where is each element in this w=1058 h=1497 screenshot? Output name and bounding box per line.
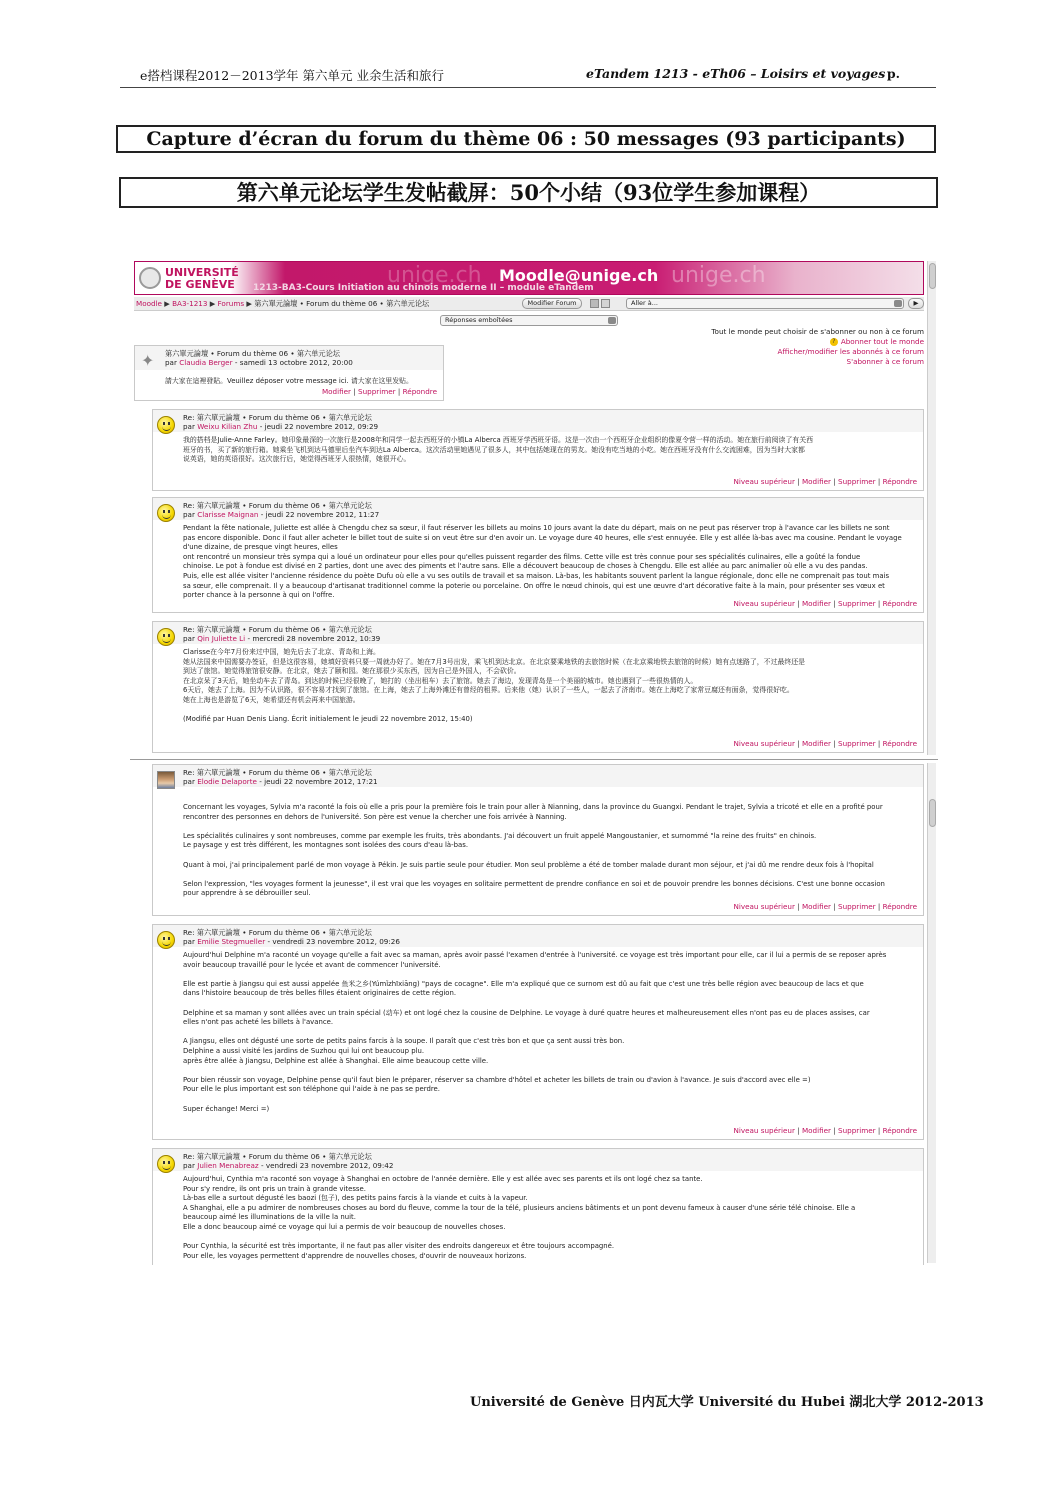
title-french: Capture d’écran du forum du thème 06 : 50 messages (93 participants) bbox=[116, 125, 936, 153]
post-body: 請大家在這裡發貼。Veuillez déposer votre message ici. 请大家在这里发贴。 bbox=[165, 377, 413, 385]
post-body: Aujourd'hui, Cynthia m'a raconté son voyage à Shanghai en octobre de l'année dernière. Elle y est allée avec ses parents et ils ont logé chez sa tante. Pour s'y rendre, ils ont pris un train à grande vitesse. Là-bas elle a surtout dégusté les baozi (包子), des petits pains farcis à la viande et cuits à la vapeur. A Shanghai, elle a pu admirer de nombreuses choses au bord du fleuve, comme la tour de la télé, plusieurs anciens bâtiments et un pont devenu fameux à causer d'une série télé chinoise. Elle a beaucoup aimé les illuminations de la ville la nuit. Elle a donc beaucoup aimé ce voyage qui lui a permis de voir beaucoup de nouvelles choses. Pour Cynthia, la sécurité est très importante, il ne faut pas aller visiter des endroits dangereux et être toujours accompagné. Pour elle, les voyages permettent d'apprendre de nouvelles choses, d'ouvrir de nouveaux horizons. bbox=[183, 1175, 856, 1260]
byline-prefix: par bbox=[183, 422, 195, 431]
post-author-link[interactable]: Claudia Berger bbox=[179, 358, 233, 367]
post-subject: Re: 第六單元論壇 • Forum du thème 06 • 第六单元论坛 bbox=[183, 413, 372, 422]
post-author-link[interactable]: Emilie Stegmueller bbox=[197, 937, 266, 946]
post-author-link[interactable]: Clarisse Maignan bbox=[197, 510, 259, 519]
post-subject: 第六單元論壇 • Forum du thème 06 • 第六单元论坛 bbox=[165, 349, 340, 358]
smiley-avatar-icon bbox=[157, 504, 175, 522]
user-photo-avatar bbox=[157, 771, 175, 789]
subscription-note: Tout le monde peut choisir de s'abonner ou non à ce forum bbox=[711, 327, 924, 336]
edit-link[interactable]: Modifier bbox=[801, 739, 831, 748]
byline-prefix: par bbox=[183, 510, 195, 519]
smiley-avatar-icon bbox=[157, 931, 175, 949]
forum-post bbox=[152, 409, 924, 491]
post-actions: Niveau supérieur | Modifier | Supprimer | Répondre bbox=[733, 739, 917, 748]
post-byline bbox=[183, 634, 380, 643]
forum-post bbox=[152, 924, 924, 1140]
university-seal-icon bbox=[139, 267, 161, 289]
reply-link[interactable]: Répondre bbox=[402, 387, 437, 396]
jump-to-select[interactable] bbox=[626, 298, 904, 309]
univ-line-2: DE GENÈVE bbox=[165, 278, 235, 291]
post-date: - vendredi 23 novembre 2012, 09:26 bbox=[265, 937, 400, 946]
smiley-avatar-icon bbox=[157, 628, 175, 646]
smiley-avatar-icon bbox=[157, 1155, 175, 1173]
byline-prefix: par bbox=[183, 777, 195, 786]
post-subject: Re: 第六單元論壇 • Forum du thème 06 • 第六单元论坛 bbox=[183, 1152, 372, 1161]
post-date: - jeudi 22 novembre 2012, 09:29 bbox=[257, 422, 379, 431]
header-course-zh: e搭档课程2012－2013学年 第六单元 业余生活和旅行 bbox=[140, 68, 444, 83]
forum-post bbox=[152, 764, 924, 916]
chevron-down-icon bbox=[608, 317, 616, 324]
parent-link[interactable]: Niveau supérieur bbox=[733, 739, 795, 748]
screenshot-splice-line bbox=[130, 759, 938, 761]
breadcrumb-separator-icon: ▶ bbox=[164, 299, 170, 308]
post-author-link[interactable]: Julien Menabreaz bbox=[197, 1161, 259, 1170]
display-mode-select[interactable] bbox=[440, 315, 618, 326]
reply-link[interactable]: Répondre bbox=[882, 1126, 917, 1135]
breadcrumb-separator-icon: ▶ bbox=[246, 299, 252, 308]
post-subject: Re: 第六單元論壇 • Forum du thème 06 • 第六单元论坛 bbox=[183, 501, 372, 510]
jump-to-select-value: Aller à... bbox=[631, 299, 658, 307]
univ-line-1: UNIVERSITÉ bbox=[165, 266, 239, 279]
post-date: - jeudi 22 novembre 2012, 11:27 bbox=[258, 510, 380, 519]
edit-link[interactable]: Modifier bbox=[801, 477, 831, 486]
lock-icon bbox=[601, 299, 610, 308]
dragonfly-avatar-icon bbox=[139, 352, 157, 370]
breadcrumb bbox=[136, 299, 429, 309]
post-body: Clarisse在今年7月份来过中国，她先后去了北京、青岛和上海。 她从法国来中国需要办签证，但是这很容易，她填好资料只要一周就办好了。她在7月3号出发，乘飞机到达北京。在北京要乘地铁的去旅馆时候（在北京乘地铁去旅馆的时候）她有点迷路了，不过最终还是 到达了旅馆。她觉得旅馆很安静。在北京，她去了颐和园。她在那很少买东西，因为自己是外国人，不会砍价。 在北京呆了3天后，她坐动车去了青岛。到达的时候已经很晚了，她打的（坐出租车）去了旅馆。她去了海边，发现青岛是一个美丽的城市。她也遇到了一些很热情的人。 6天后，她去了上海。因为不认识路，很不容易才找到了旅馆。在上海，她去了上海外滩还有曾经的租界。后来他（她）认识了一些人，一起去了济南市。她在上海吃了家常豆腐还有面条，觉得很好吃。 她在上海也是游览了6天，她希望还有机会再来中国旅游。 (Modifié par Huan Denis Liang. Écrit initialement le jeudi 22 novembre 2012, 15:40) bbox=[183, 648, 806, 724]
edit-link[interactable]: Modifier bbox=[801, 599, 831, 608]
show-subscribers-link[interactable]: Afficher/modifier les abonnés à ce forum bbox=[777, 347, 924, 356]
modify-forum-button[interactable]: Modifier Forum bbox=[522, 298, 582, 309]
delete-link[interactable]: Supprimer bbox=[838, 902, 876, 911]
chevron-down-icon bbox=[894, 300, 902, 307]
parent-link[interactable]: Niveau supérieur bbox=[733, 902, 795, 911]
post-actions: Modifier | Supprimer | Répondre bbox=[321, 387, 437, 396]
reply-link[interactable]: Répondre bbox=[882, 739, 917, 748]
breadcrumb-course[interactable]: BA3-1213 bbox=[172, 299, 208, 308]
header-page-label: p. bbox=[886, 66, 900, 81]
site-name: Moodle@unige.ch bbox=[499, 266, 659, 285]
scrollbar-lower[interactable] bbox=[927, 763, 936, 1263]
post-byline bbox=[183, 510, 379, 519]
reply-link[interactable]: Répondre bbox=[882, 477, 917, 486]
post-actions: Niveau supérieur | Modifier | Supprimer | Répondre bbox=[733, 477, 917, 486]
parent-link[interactable]: Niveau supérieur bbox=[733, 1126, 795, 1135]
post-date: - jeudi 22 novembre 2012, 17:21 bbox=[256, 777, 378, 786]
forum-screenshot bbox=[130, 257, 938, 1265]
page-header bbox=[120, 62, 936, 88]
breadcrumb-current: 第六單元論壇 • Forum du thème 06 • 第六单元论坛 bbox=[254, 299, 430, 308]
post-body: 我的搭档是Julie-Anne Farley。她印象最深的一次旅行是2008年和同学一起去西班牙的小镇La Alberca 西班牙学西班牙语。这是一次由一个西班牙企业组织的像夏令营一样的活动。她在旅行前阅读了有关西 班牙的书，买了新的旅行箱。她乘坐飞机到达马德里后坐汽车到达La Alberca。这次活动里她遇见了很多人，其中包括她现在的男友。她没有吃当地的小吃。她在西班牙没有什么交流困难，因为当时大家都 说英语，她的英语很好。这次旅行后，她觉得西班牙人很热情，她很开心。 bbox=[183, 436, 813, 464]
display-mode-value: Réponses emboîtées bbox=[445, 316, 513, 324]
post-body: Aujourd'hui Delphine m'a raconté un voyage qu'elle a fait avec sa maman, après avoir passé l'examen d'entrée à l'université. ce voyage est très important pour elle, car il lui a permis de se reposer après avoir beaucoup travaillé pour le lycée et avant de commencer l'université. Elle est partie à Jiangsu qui est aussi appelée 鱼米之乡(Yúmǐzhīxiāng) "pays de cocagne". Elle m'a expliqué que ce surnom est dû au fait que c'est une très belle région avec beaucoup de lacs et que dans l'histoire beaucoup de très belles filles étaient originaires de cette région. Delphine et sa maman y sont allées avec un train spécial (动车) et ont logé chez la cousine de Delphine. Le voyage à duré quatre heures et malheureusement elles n'ont pas eu de places assises, car elles n'ont pas acheté les billets à l'avance. A Jiangsu, elles ont dégusté une sorte de petits pains farcis à la soupe. Il paraît que c'est très bon et que ça sent aussi très bon. Delphine a aussi visité les jardins de Suzhou qui lui ont beaucoup plu. après être allée à Jiangsu, Delphine est allée à Shanghai. Elle aime beaucoup cette ville. Pour bien réussir son voyage, Delphine pense qu'il faut bien le préparer, réserver sa chambre d'hôtel et acheter les billets de train ou d'avion à l'avance. Je suis d'accord avec elle =) Pour elle le plus important est son téléphone qui l'aide à ne pas se perdre. Super échange! Merci =) bbox=[183, 951, 887, 1113]
watermark-right: unige.ch bbox=[671, 263, 766, 288]
byline-prefix: par bbox=[183, 634, 195, 643]
delete-link[interactable]: Supprimer bbox=[358, 387, 396, 396]
byline-prefix: par bbox=[165, 358, 177, 367]
forum-post bbox=[152, 497, 924, 613]
post-byline bbox=[183, 777, 378, 786]
post-author-link[interactable]: Qin Juliette Li bbox=[197, 634, 246, 643]
byline-prefix: par bbox=[183, 1161, 195, 1170]
course-title: 1213-BA3-Cours Initiation au chinois moderne II – module eTandem bbox=[253, 283, 594, 293]
byline-prefix: par bbox=[183, 937, 195, 946]
navigation-bar bbox=[134, 297, 924, 311]
delete-link[interactable]: Supprimer bbox=[838, 599, 876, 608]
post-subject: Re: 第六單元論壇 • Forum du thème 06 • 第六单元论坛 bbox=[183, 928, 372, 937]
parent-link[interactable]: Niveau supérieur bbox=[733, 599, 795, 608]
title-chinese: 第六单元论坛学生发帖截屏：50个小结（93位学生参加课程） bbox=[119, 177, 938, 208]
moodle-banner bbox=[134, 261, 924, 295]
smiley-avatar-icon bbox=[157, 416, 175, 434]
scrollbar-upper[interactable] bbox=[927, 261, 936, 755]
post-byline bbox=[165, 358, 353, 367]
post-author-link[interactable]: Elodie Delaporte bbox=[197, 777, 257, 786]
reply-link[interactable]: Répondre bbox=[882, 902, 917, 911]
watermark-left: unige.ch bbox=[387, 263, 482, 288]
scrollbar-thumb[interactable] bbox=[929, 263, 936, 289]
rss-icon[interactable] bbox=[590, 299, 599, 308]
post-body: Pendant la fête nationale, Juliette est allée à Chengdu chez sa sœur, il faut réserver les billets au moins 10 jours avant la date du départ, mais on ne peut pas réserver trop à l'avance car les billets ne sont pas encore disponible. Donc il faut aller acheter le billet tout de suite si on veut être sur d'en avoir un. Le voyage dure 40 heures, elle s'est ennuyée. Elle y est allée là-bas avec ma cousine. Pendant le voyage d'une dizaine, de presque vingt heures, elles ont rencontré un monsieur très sympa qui a loué un ordinateur pour elles pour qu'elles puissent regarder des films. Cette ville est très connue pour ses spécialités culinaires, elle a goûté la fondue chinoise. Le pot à fondue est divisé en 2 parties, dont une avec des piments et l'autre sans. Elle a découvert beaucoup de choses à Chengdu. Elle est allée au parc animalier où elle a vu des pandas. Puis, elle est allée visiter l'ancienne résidence du poète Dufu où elle a vu ses outils de travail et sa maison. Là-bas, les habitants souvent parlent la langue régionale, donc elle ne comprenait pas tout mais sa sœur, elle comprenait. Il y a beaucoup d'artisanat traditionnel comme la poterie ou porcelaine. On offre le nœud chinois, qui est une œuvre d'art décorative faite à la main, pour présenter ses vœux et porter chance à la personne à qui on l'offre. bbox=[183, 524, 902, 600]
post-byline bbox=[183, 937, 400, 946]
edit-link[interactable]: Modifier bbox=[801, 902, 831, 911]
post-body: Concernant les voyages, Sylvia m'a raconté la fois où elle a pris pour la première fois le train pour aller à Nianning, dans la province du Guangxi. Pendant le trajet, Sylvia a tricoté et elle en a profité pour rencontrer des personnes en dehors de l'université. Son père est venue la chercher une fois arrivée à Nanning. Les spécialités culinaires y sont nombreuses, comme par exemple les fruits, très abondants. J'ai découvert un fruit appelé Mangoustanier, et surnommé "la reine des fruits" en chinois. Le paysage y est très différent, les montagnes sont isolées des cours d'eau là-bas. Quant à moi, j'ai principalement parlé de mon voyage à Pékin. Je suis partie seule pour étudier. Mon seul problème a été de tomber malade durant mon séjour, et j'ai dû me rendre deux fois à l'hopital Selon l'expression, "les voyages forment la jeunesse", il est vrai que les voyages en solitaire permettent de prendre confiance en soi et de pouvoir prendre les bonnes décisions. C'est une bonne occasion pour apprendre à se débrouiller seul. bbox=[183, 803, 885, 898]
post-author-link[interactable]: Weixu Kilian Zhu bbox=[197, 422, 258, 431]
post-byline bbox=[183, 422, 378, 431]
forum-post bbox=[152, 1148, 924, 1265]
scrollbar-thumb[interactable] bbox=[929, 799, 936, 827]
edit-link[interactable]: Modifier bbox=[801, 1126, 831, 1135]
delete-link[interactable]: Supprimer bbox=[838, 739, 876, 748]
post-subject: Re: 第六單元論壇 • Forum du thème 06 • 第六单元论坛 bbox=[183, 625, 372, 634]
breadcrumb-forums[interactable]: Forums bbox=[217, 299, 245, 308]
delete-link[interactable]: Supprimer bbox=[838, 477, 876, 486]
post-date: - mercredi 28 novembre 2012, 10:39 bbox=[245, 634, 381, 643]
delete-link[interactable]: Supprimer bbox=[838, 1126, 876, 1135]
subscribe-link[interactable]: S'abonner à ce forum bbox=[846, 357, 924, 366]
go-button[interactable]: ▶ bbox=[908, 298, 924, 309]
post-date: - samedi 13 octobre 2012, 20:00 bbox=[232, 358, 353, 367]
forum-post bbox=[152, 621, 924, 753]
university-logo-text bbox=[165, 267, 239, 291]
subscribe-everyone-link[interactable]: Abonner tout le monde bbox=[840, 337, 924, 346]
help-icon[interactable]: ? bbox=[830, 338, 838, 346]
post-actions: Niveau supérieur | Modifier | Supprimer | Répondre bbox=[733, 902, 917, 911]
page-footer: Université de Genève 日内瓦大学 Université du Hubei 湖北大学 2012-2013 bbox=[470, 1395, 984, 1410]
post-subject: Re: 第六單元論壇 • Forum du thème 06 • 第六单元论坛 bbox=[183, 768, 372, 777]
post-actions: Niveau supérieur | Modifier | Supprimer | Répondre bbox=[733, 1126, 917, 1135]
post-byline bbox=[183, 1161, 393, 1170]
header-course-fr: eTandem 1213 - eTh06 – Loisirs et voyages bbox=[586, 66, 886, 81]
post-actions: Niveau supérieur | Modifier | Supprimer | Répondre bbox=[733, 599, 917, 608]
edit-link[interactable]: Modifier bbox=[321, 387, 351, 396]
forum-root-post bbox=[134, 345, 444, 401]
breadcrumb-moodle[interactable]: Moodle bbox=[136, 299, 162, 308]
reply-link[interactable]: Répondre bbox=[882, 599, 917, 608]
breadcrumb-separator-icon: ▶ bbox=[209, 299, 216, 308]
subscription-panel bbox=[711, 327, 924, 367]
post-date: - vendredi 23 novembre 2012, 09:42 bbox=[258, 1161, 394, 1170]
parent-link[interactable]: Niveau supérieur bbox=[733, 477, 795, 486]
